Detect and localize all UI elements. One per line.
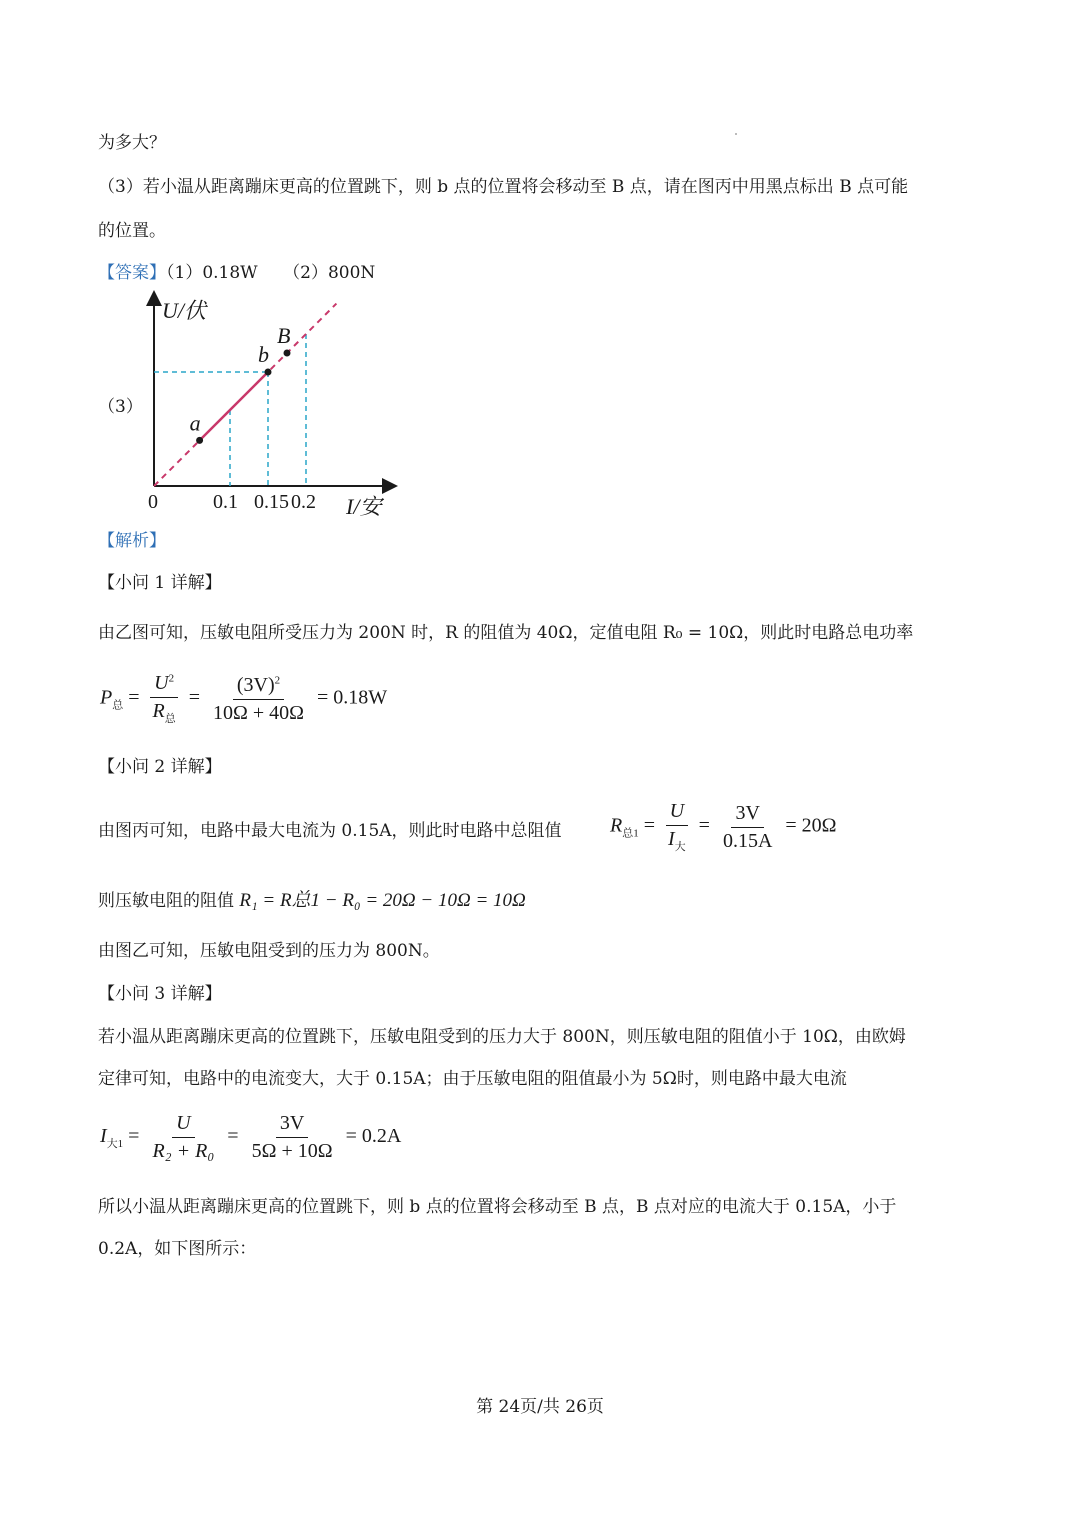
f1-num2: (3V) <box>236 673 275 696</box>
point-label-a: a <box>189 410 201 436</box>
f2-num2: 3V <box>731 802 763 828</box>
sub2-text2 <box>98 890 526 912</box>
f3-formula: R₁ = R总1 − R₀ = 20Ω − 10Ω = 10Ω <box>239 890 526 911</box>
f4-num: U <box>172 1112 194 1138</box>
f1-den: R <box>152 700 165 722</box>
f1-num: U <box>154 672 169 694</box>
origin-label: 0 <box>148 491 158 513</box>
f1-frac2 <box>209 674 308 725</box>
y-axis-label: U/伏 <box>162 298 207 323</box>
solid-segment-ab <box>200 372 268 440</box>
answer-line <box>98 262 375 284</box>
f4-lhs-sub: 大1 <box>106 1138 124 1151</box>
f4-frac1 <box>148 1112 218 1163</box>
f2-num: U <box>666 800 688 826</box>
answer-tag: 【答案】 <box>98 263 166 283</box>
u-i-chart <box>140 288 400 524</box>
analysis-tag-text: 【解析】 <box>98 531 166 551</box>
q3-label: （3） <box>98 397 143 417</box>
line-1: 为多大？ <box>98 133 166 153</box>
x-tick-0: 0.1 <box>213 491 238 513</box>
f1-num-sup: 2 <box>168 672 175 685</box>
point-label-B: B <box>277 323 291 348</box>
sub3-text3: 所以小温从距离蹦床更高的位置跳下，则 b 点的位置将会移动至 B 点，B 点对应的电流大于 0.15A，小于 <box>98 1197 897 1217</box>
sub2-text2-label: 则压敏电阻的阻值 <box>98 891 234 911</box>
f1-num2-sup: 2 <box>274 673 281 686</box>
f1-result: = 0.18W <box>317 686 388 709</box>
sub3-text2: 定律可知，电路中的电流变大，大于 0.15A；由于压敏电阻的阻值最小为 5Ω时，则电路中最大电流 <box>98 1069 847 1089</box>
formula-power: $P_总$ = $\frac{U^2}{R_总}$ = $\frac{(3V)^2}{10\Omega + 40\Omega}$ = 0.18W <box>100 672 388 725</box>
f1-frac1 <box>149 672 180 726</box>
sub1-text: 由乙图可知，压敏电阻所受压力为 200N 时，R 的阻值为 40Ω，定值电阻 R₀ = 10Ω，则此时电路总电功率 <box>98 623 914 643</box>
f4-num2: 3V <box>276 1112 308 1138</box>
f2-frac2 <box>719 802 776 853</box>
question-3-cont: 的位置。 <box>98 221 166 241</box>
speck <box>735 133 737 135</box>
analysis-tag <box>98 530 166 552</box>
question-3: （3）若小温从距离蹦床更高的位置跳下，则 b 点的位置将会移动至 B 点，请在图丙中用黑点标出 B 点可能 <box>98 177 909 197</box>
point-B <box>284 350 291 357</box>
f1-den-sub: 总 <box>164 713 176 725</box>
f4-result: = 0.2A <box>345 1125 402 1148</box>
f4-lhs: I <box>100 1125 107 1148</box>
sub3-text1: 若小温从距离蹦床更高的位置跳下，压敏电阻受到的压力大于 800N，则压敏电阻的阻值小于 10Ω，由欧姆 <box>98 1027 906 1047</box>
f4-frac2 <box>248 1112 337 1163</box>
f2-den: I <box>668 828 675 850</box>
sub2-text: 由图丙可知，电路中最大电流为 0.15A，则此时电路中总阻值 <box>98 821 562 841</box>
f2-frac1 <box>664 800 690 854</box>
x-tick-2: 0.2 <box>291 491 316 513</box>
sub3-title: 【小问 3 详解】 <box>98 984 222 1004</box>
f2-lhs: R <box>610 814 623 837</box>
point-a <box>196 437 203 444</box>
f1-den2: 10Ω + 40Ω <box>213 701 305 724</box>
x-axis-label: I/安 <box>346 494 382 519</box>
f2-den2: 0.15A <box>722 829 773 852</box>
sub3-text4: 0.2A，如下图所示： <box>98 1239 257 1259</box>
x-tick-1: 0.15 <box>254 491 289 513</box>
point-b <box>265 369 272 376</box>
f2-result: = 20Ω <box>785 814 837 837</box>
f1-lhs: P <box>100 686 113 709</box>
f4-den2: 5Ω + 10Ω <box>251 1140 333 1162</box>
formula-max-current: $I_{大1}$ = $\frac{U}{\text{R₂ + R₀}}$ = $\frac{3V}{5\Omega + 10\Omega}$ = 0.2A <box>100 1112 402 1162</box>
sub2-text3: 由图乙可知，压敏电阻受到的压力为 800N。 <box>98 941 440 961</box>
sub1-title: 【小问 1 详解】 <box>98 573 222 593</box>
f4-den: R₂ + R₀ <box>152 1140 215 1162</box>
formula-total-resistance: $R_{总1}$ = $\frac{U}{I_大}$ = $\frac{3V}{0.15A}$ = 20Ω <box>610 800 837 853</box>
answer-text: （1）0.18W （2）800N <box>166 263 376 283</box>
sub2-title: 【小问 2 详解】 <box>98 757 222 777</box>
f1-lhs-sub: 总 <box>112 699 124 712</box>
f2-den-sub: 大 <box>674 841 686 853</box>
page-footer: 第 24页/共 26页 <box>476 1397 604 1417</box>
f2-lhs-sub: 总1 <box>622 827 639 840</box>
point-label-b: b <box>258 342 269 367</box>
